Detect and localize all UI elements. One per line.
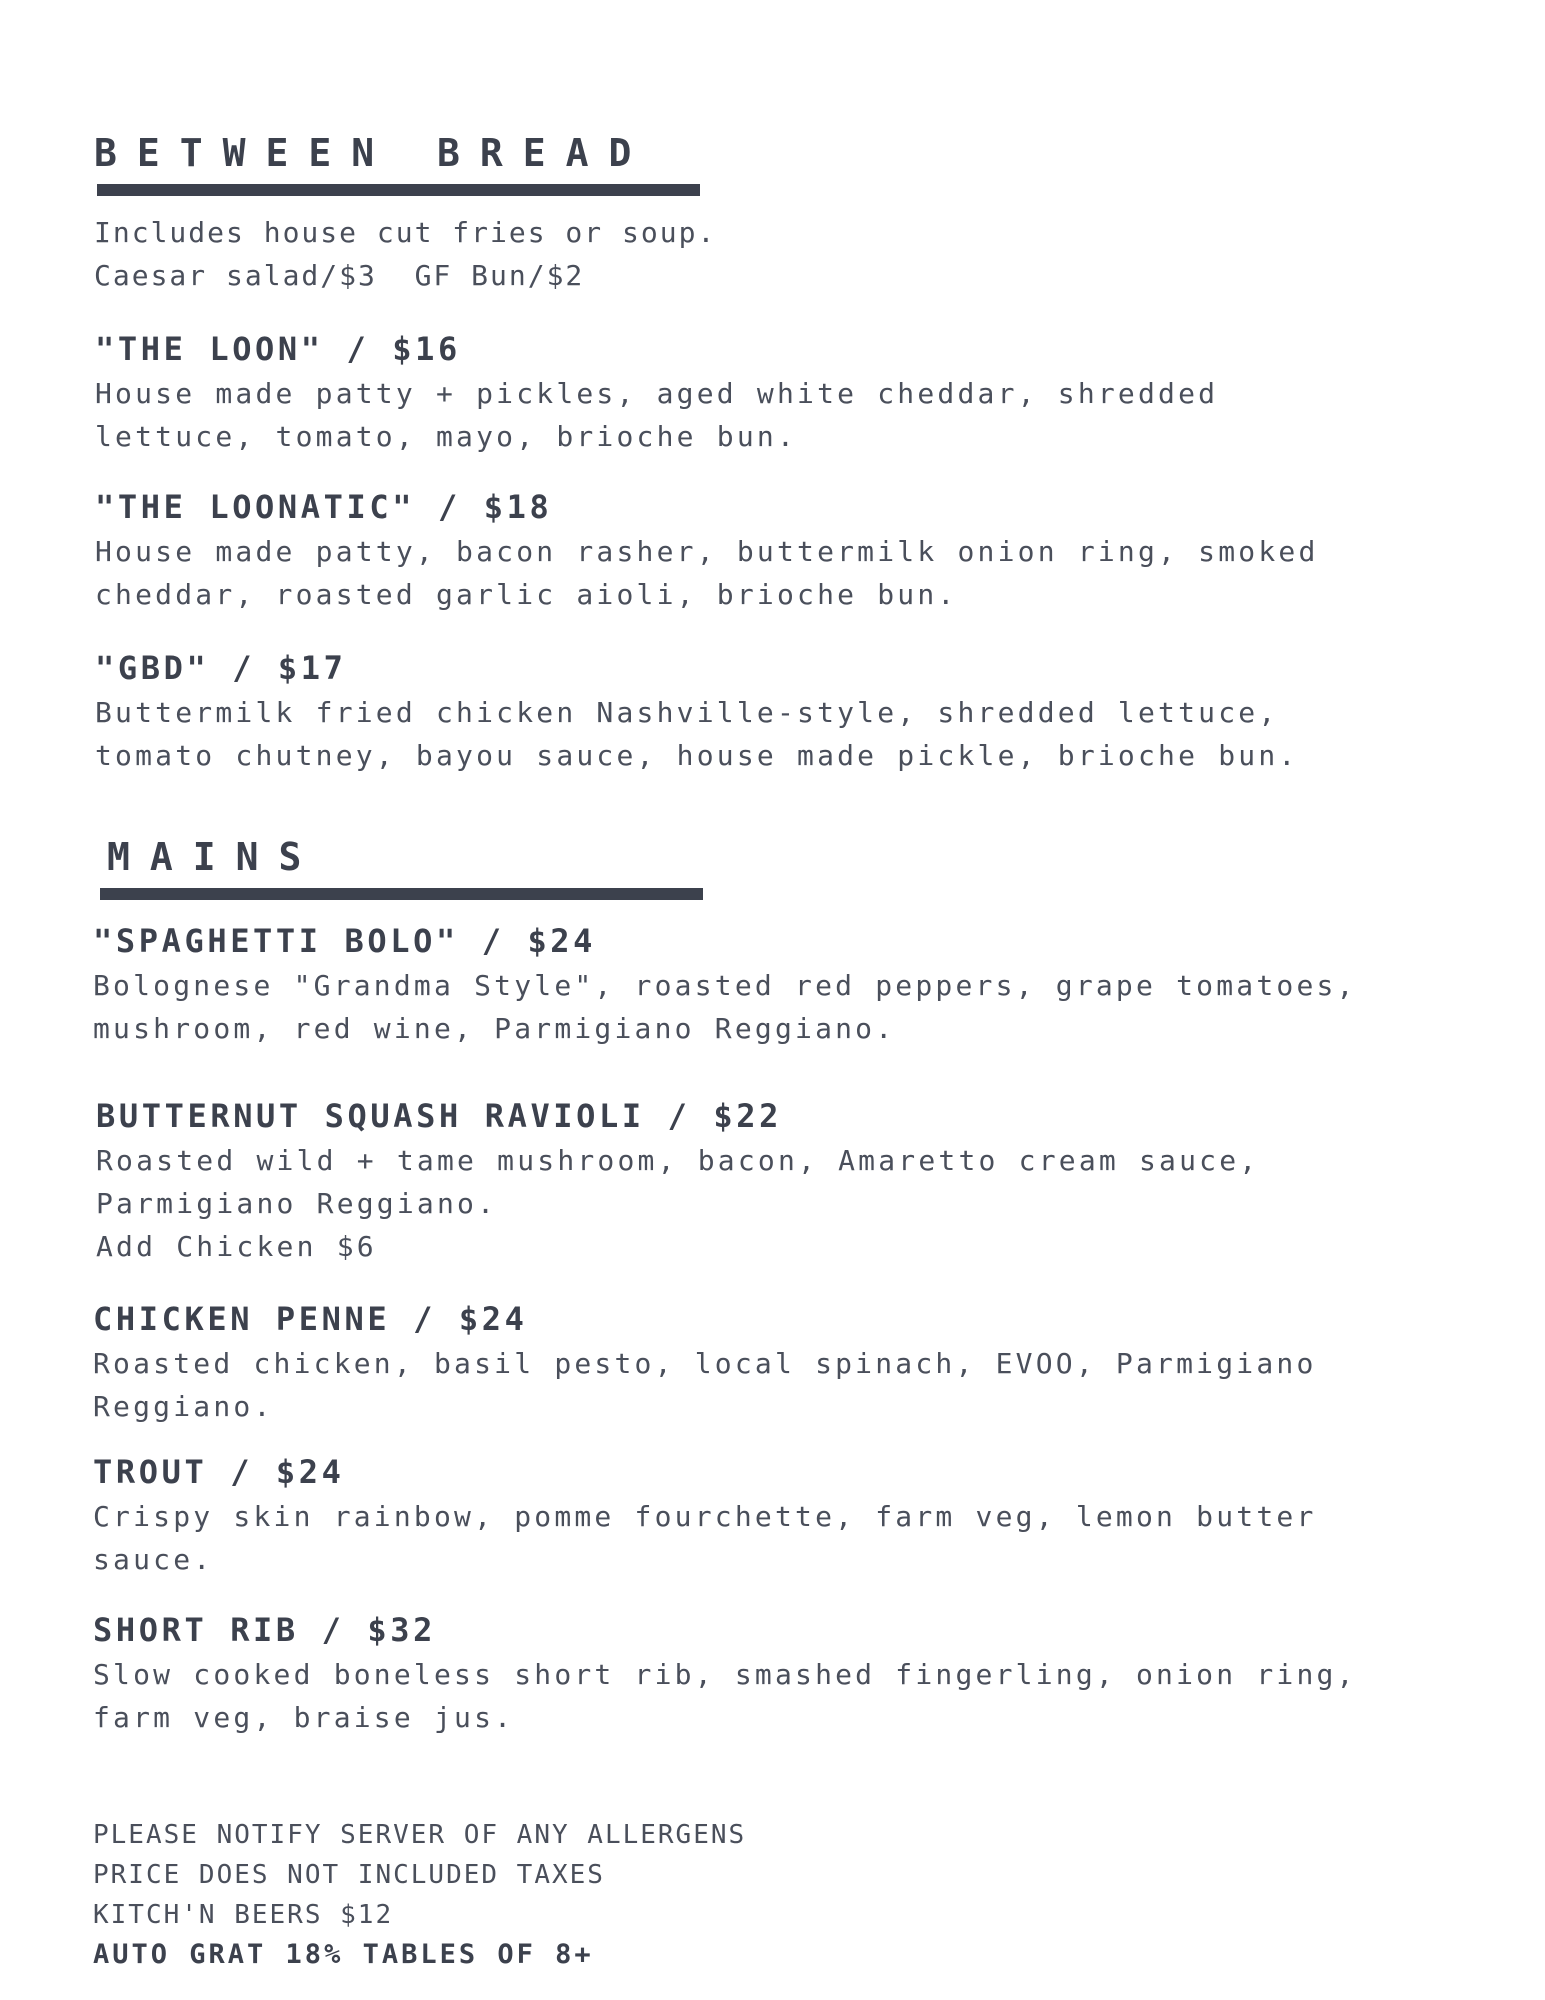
item-description <box>93 1342 1317 1428</box>
section-title-mains: MAINS <box>107 835 322 879</box>
footer-note: KITCH'N BEERS $12 <box>93 1900 394 1930</box>
description-line: sauce. <box>93 1543 214 1576</box>
description-line: Add Chicken $6 <box>96 1230 377 1263</box>
item-title: "SPAGHETTI BOLO" / $24 <box>93 922 597 960</box>
item-description <box>96 1139 1259 1268</box>
item-title: TROUT / $24 <box>93 1453 345 1491</box>
description-line: Buttermilk fried chicken Nashville-style, shredded lettuce, <box>95 696 1279 729</box>
description-line: Roasted wild + tame mushroom, bacon, Amaretto cream sauce, <box>96 1144 1260 1177</box>
item-title: SHORT RIB / $32 <box>93 1611 436 1649</box>
description-line: Slow cooked boneless short rib, smashed fingerling, onion ring, <box>93 1658 1357 1691</box>
item-description <box>95 530 1319 616</box>
menu-item-gbd <box>95 649 1298 777</box>
description-line: mushroom, red wine, Parmigiano Reggiano. <box>93 1012 896 1045</box>
section-divider <box>100 888 703 900</box>
footer-note: PRICE DOES NOT INCLUDED TAXES <box>93 1860 605 1890</box>
intro-line: Includes house cut fries or soup. <box>94 216 717 249</box>
description-line: cheddar, roasted garlic aioli, brioche bun. <box>95 578 958 611</box>
description-line: Reggiano. <box>93 1390 274 1423</box>
item-title: BUTTERNUT SQUASH RAVIOLI / $22 <box>96 1097 782 1135</box>
footer-notes <box>93 1815 746 1975</box>
item-description <box>93 964 1357 1050</box>
description-line: Parmigiano Reggiano. <box>96 1187 498 1220</box>
item-title: "GBD" / $17 <box>95 649 347 687</box>
menu-item-butternut-squash-ravioli <box>96 1097 1259 1268</box>
description-line: farm veg, braise jus. <box>93 1701 515 1734</box>
description-line: Crispy skin rainbow, pomme fourchette, farm veg, lemon butter <box>93 1500 1317 1533</box>
item-title: "THE LOON" / $16 <box>95 330 461 368</box>
item-description <box>95 372 1218 458</box>
menu-item-spaghetti-bolo <box>93 922 1357 1050</box>
description-line: House made patty + pickles, aged white cheddar, shredded <box>95 377 1219 410</box>
menu-item-short-rib <box>93 1611 1357 1739</box>
section-divider <box>97 184 700 196</box>
description-line: tomato chutney, bayou sauce, house made pickle, brioche bun. <box>95 739 1299 772</box>
section-intro <box>94 211 716 297</box>
menu-item-the-loonatic <box>95 488 1319 616</box>
auto-gratuity-note: AUTO GRAT 18% TABLES OF 8+ <box>93 1939 594 1970</box>
item-description <box>93 1653 1357 1739</box>
description-line: lettuce, tomato, mayo, brioche bun. <box>95 420 798 453</box>
intro-line: Caesar salad/$3 GF Bun/$2 <box>94 259 585 292</box>
description-line: Roasted chicken, basil pesto, local spinach, EVOO, Parmigiano <box>93 1347 1317 1380</box>
item-description <box>93 1495 1317 1581</box>
description-line: Bolognese "Grandma Style", roasted red peppers, grape tomatoes, <box>93 969 1357 1002</box>
description-line: House made patty, bacon rasher, buttermilk onion ring, smoked <box>95 535 1319 568</box>
menu-item-trout <box>93 1453 1317 1581</box>
item-title: "THE LOONATIC" / $18 <box>95 488 553 526</box>
item-title: CHICKEN PENNE / $24 <box>93 1300 528 1338</box>
footer-note: PLEASE NOTIFY SERVER OF ANY ALLERGENS <box>93 1820 747 1850</box>
menu-item-the-loon <box>95 330 1218 458</box>
menu-item-chicken-penne <box>93 1300 1317 1428</box>
section-title-between-bread: BETWEEN BREAD <box>94 131 652 175</box>
item-description <box>95 691 1298 777</box>
